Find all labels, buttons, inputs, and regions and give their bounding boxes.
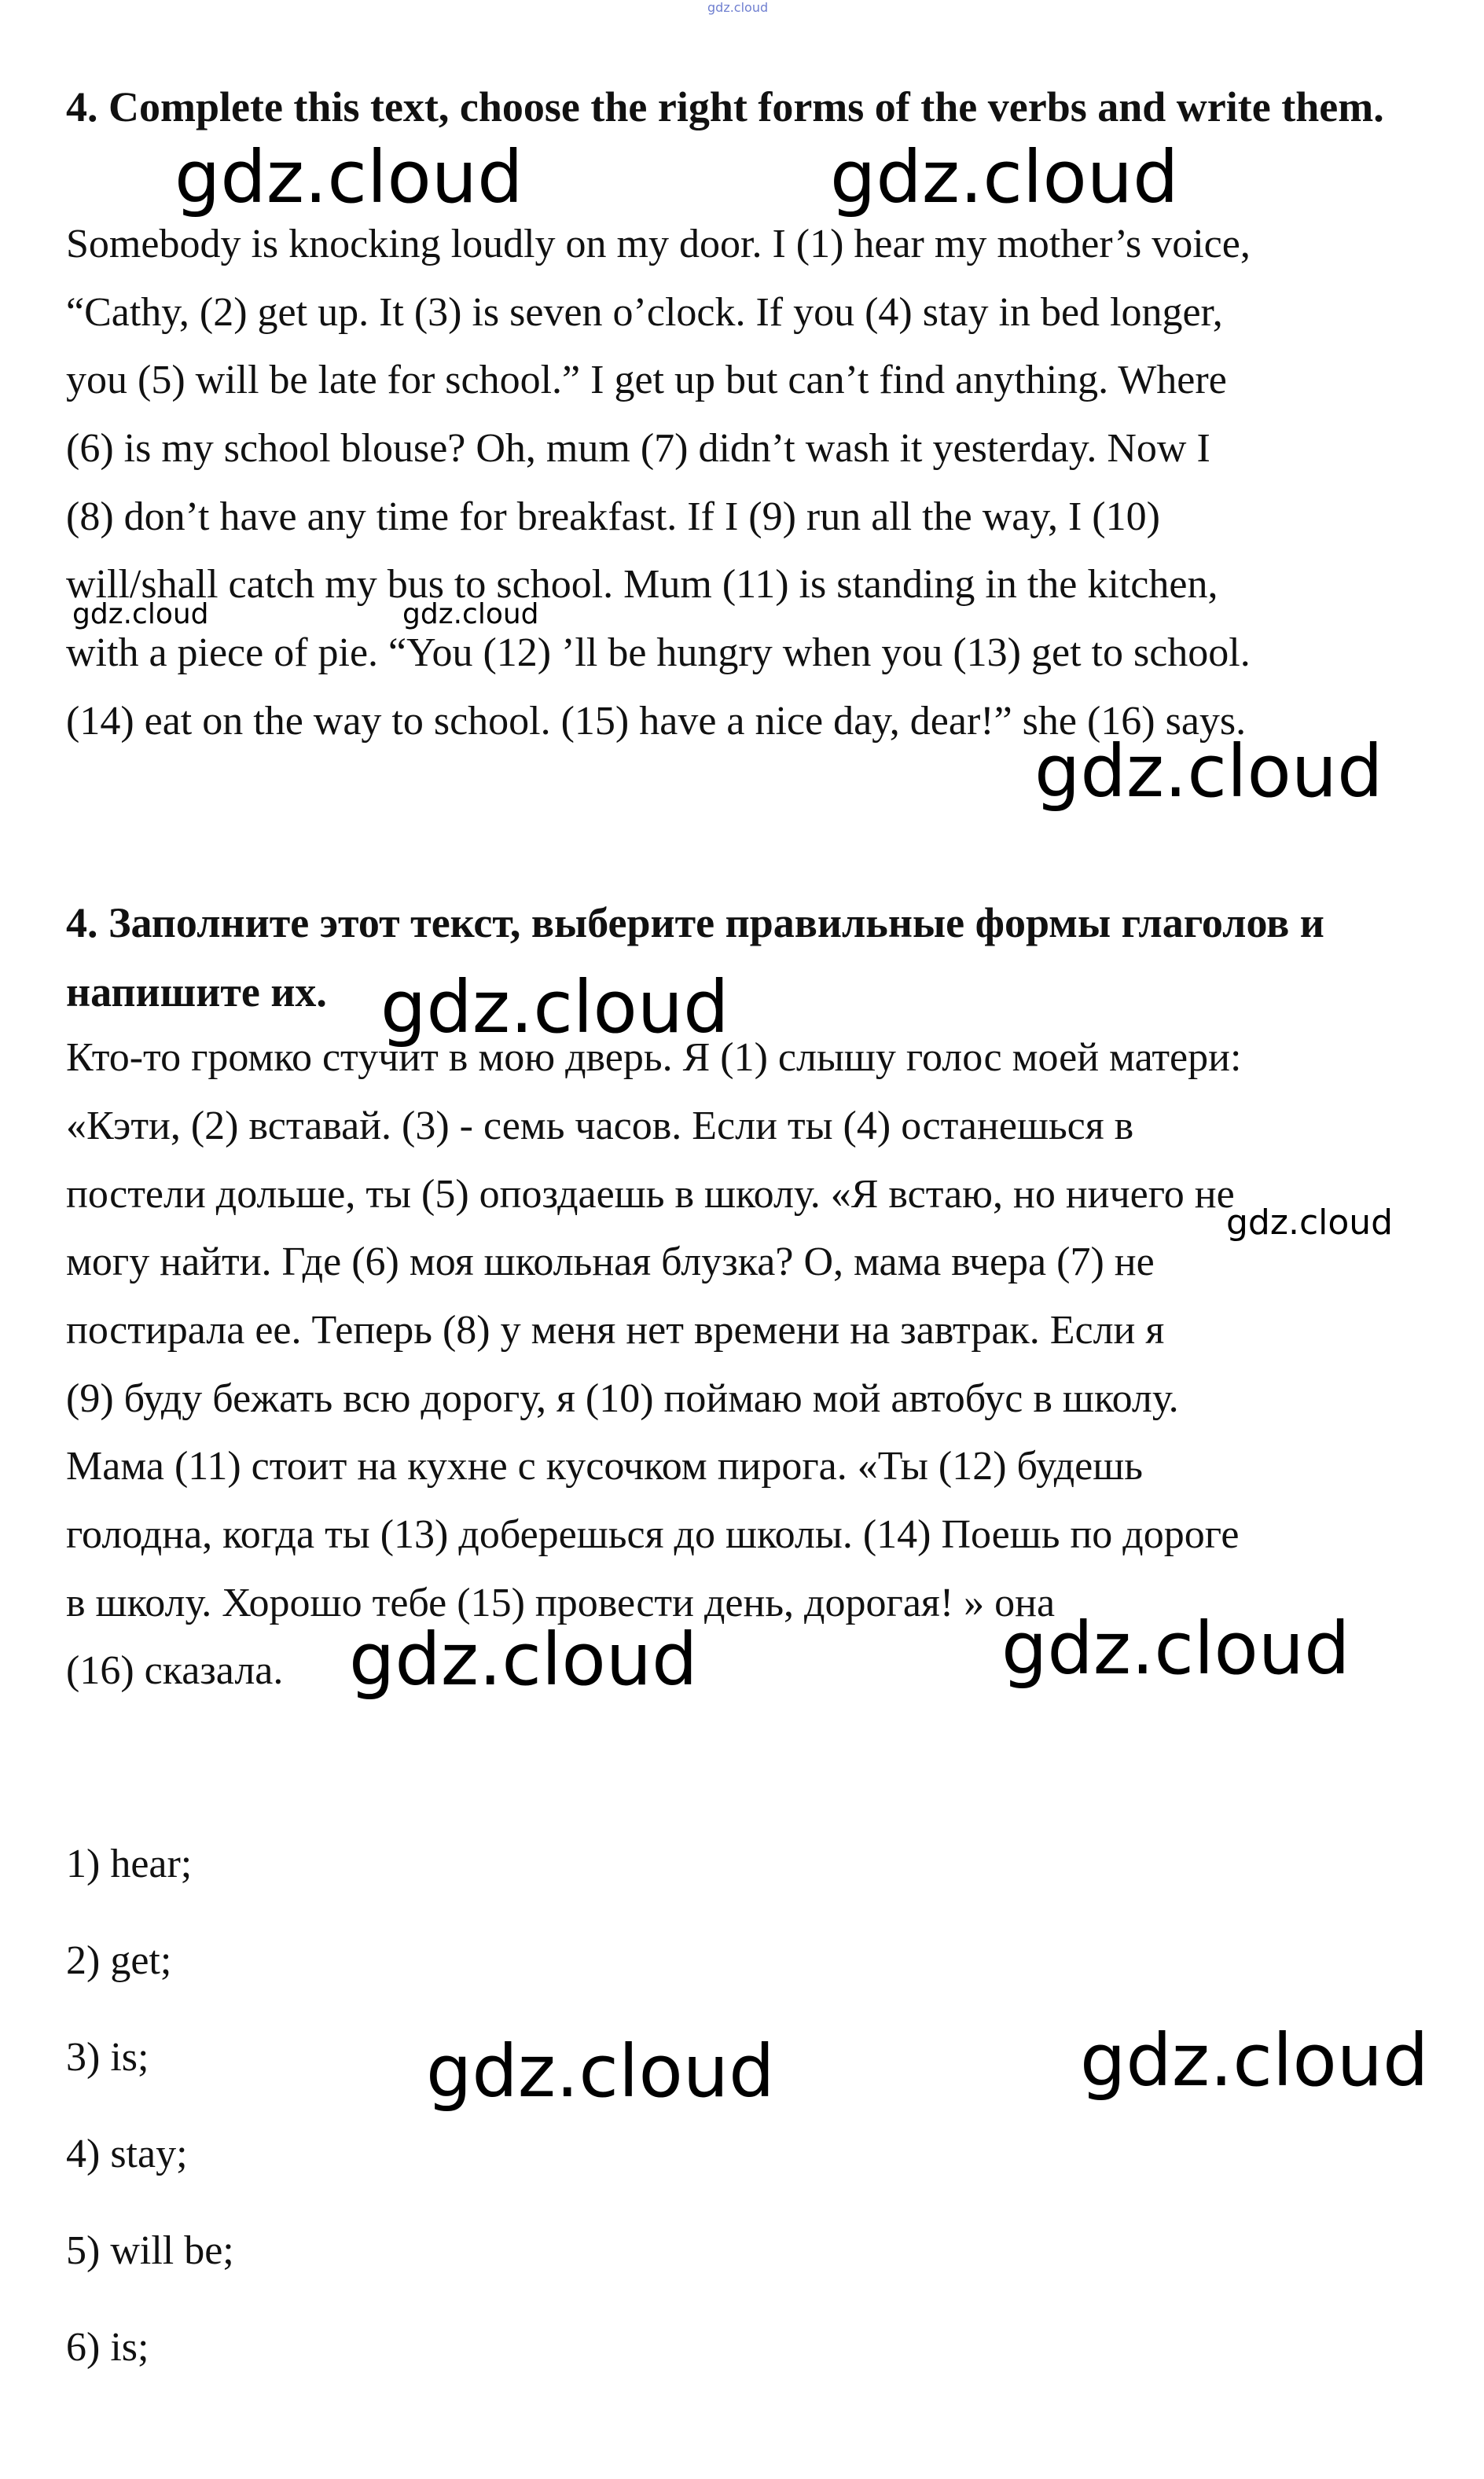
english-line-6: will/shall catch my bus to school. Mum (11) is standing in the kitchen, (66, 562, 1218, 607)
russian-line-3: постели дольше, ты (5) опоздаешь в школу. «Я встаю, но ничего не (66, 1172, 1235, 1217)
watermark: gdz.cloud (426, 2029, 775, 2114)
answer-item-1: 1) hear; (66, 1842, 193, 1886)
answer-item-3: 3) is; (66, 2035, 149, 2080)
english-heading: 4. Complete this text, choose the right forms of the verbs and write them. (66, 83, 1384, 130)
watermark: gdz.cloud (1001, 1607, 1350, 1691)
english-line-4: (6) is my school blouse? Oh, mum (7) didn’t wash it yesterday. Now I (66, 426, 1210, 471)
russian-line-9: в школу. Хорошо тебе (15) провести день, дорогая! » она (66, 1581, 1056, 1625)
russian-line-10: (16) сказала. (66, 1648, 284, 1693)
answer-item-6: 6) is; (66, 2325, 149, 2370)
english-line-3: you (5) will be late for school.” I get up but can’t find anything. Where (66, 358, 1227, 402)
watermark: gdz.cloud (1080, 2018, 1429, 2103)
english-line-8: (14) eat on the way to school. (15) have a nice day, dear!” she (16) says. (66, 699, 1247, 744)
russian-heading: 4. Заполните этот текст, выберите правильные формы глаголов и напишите их. (66, 899, 1324, 1015)
watermark: gdz.cloud (380, 965, 729, 1049)
russian-line-6: (9) буду бежать всю дорогу, я (10) поймаю мой автобус в школу. (66, 1376, 1179, 1421)
russian-line-7: Мама (11) стоит на кухне с кусочком пирога. «Ты (12) будешь (66, 1444, 1144, 1489)
top-watermark: gdz.cloud (707, 0, 769, 15)
watermark: gdz.cloud (402, 598, 539, 630)
watermark: gdz.cloud (830, 135, 1179, 219)
russian-line-1: Кто-то громко стучит в мою дверь. Я (1) слышу голос моей матери: (66, 1035, 1242, 1080)
english-line-7: with a piece of pie. “You (12) ’ll be hungry when you (13) get to school. (66, 630, 1251, 675)
russian-line-8: голодна, когда ты (13) доберешься до школы. (14) Поешь по дороге (66, 1512, 1240, 1557)
answer-item-4: 4) stay; (66, 2132, 188, 2176)
answer-item-5: 5) will be; (66, 2228, 234, 2273)
russian-line-2: «Кэти, (2) вставай. (3) - семь часов. Если ты (4) останешься в (66, 1104, 1134, 1148)
watermark: gdz.cloud (1226, 1203, 1394, 1243)
english-line-2: “Cathy, (2) get up. It (3) is seven o’clock. If you (4) stay in bed longer, (66, 290, 1223, 335)
russian-line-5: постирала ее. Теперь (8) у меня нет времени на завтрак. Если я (66, 1308, 1165, 1353)
watermark: gdz.cloud (174, 135, 523, 219)
watermark: gdz.cloud (72, 598, 209, 630)
english-line-5: (8) don’t have any time for breakfast. If I (9) run all the way, I (10) (66, 494, 1160, 539)
watermark: gdz.cloud (349, 1618, 698, 1702)
watermark: gdz.cloud (1034, 729, 1383, 813)
answer-item-2: 2) get; (66, 1938, 172, 1983)
english-line-1: Somebody is knocking loudly on my door. I (1) hear my mother’s voice, (66, 222, 1251, 266)
russian-line-4: могу найти. Где (6) моя школьная блузка? О, мама вчера (7) не (66, 1240, 1155, 1284)
